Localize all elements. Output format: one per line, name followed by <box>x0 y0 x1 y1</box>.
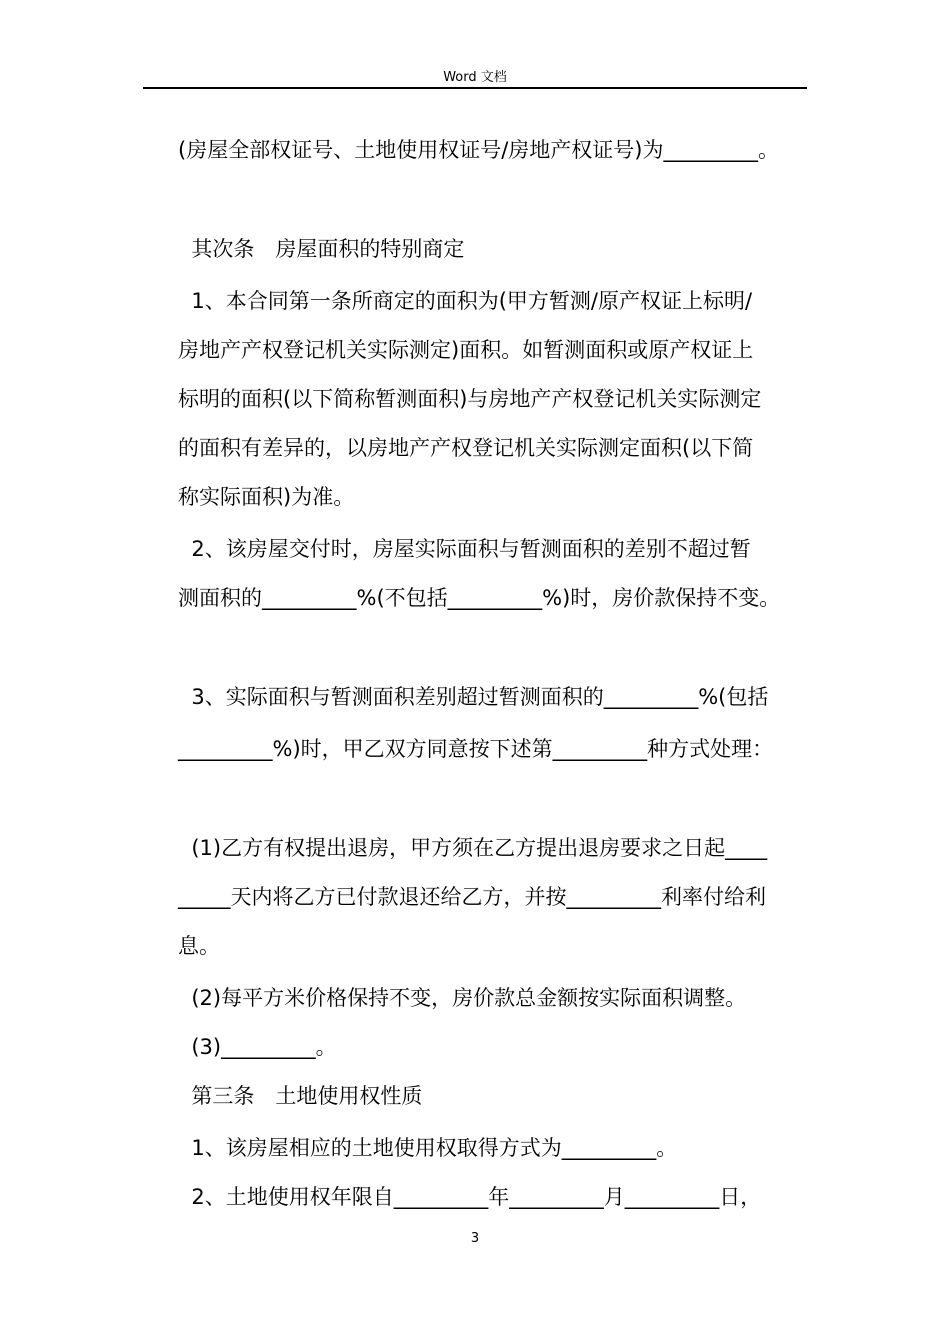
header-divider <box>143 87 807 89</box>
body-line: (1)乙方有权提出退房，甲方须在乙方提出退房要求之日起____ <box>178 836 768 860</box>
body-line: 1、本合同第一条所商定的面积为(甲方暂测/原产权证上标明/ <box>178 289 753 313</box>
body-line: (房屋全部权证号、土地使用权证号/房地产权证号)为_________。 <box>178 138 779 162</box>
body-line: 2、该房屋交付时，房屋实际面积与暂测面积的差别不超过暂 <box>178 537 751 561</box>
body-line: 3、实际面积与暂测面积差别超过暂测面积的_________%(包括 <box>178 685 769 709</box>
body-line: 1、该房屋相应的土地使用权取得方式为_________。 <box>178 1136 678 1160</box>
body-line: (3)_________。 <box>178 1035 337 1059</box>
body-line: 标明的面积(以下简称暂测面积)与房地产产权登记机关实际测定 <box>178 387 762 411</box>
body-line: _________%)时，甲乙双方同意按下述第_________种方式处理： <box>178 737 774 761</box>
section-heading: 其次条 房屋面积的特别商定 <box>178 237 465 261</box>
page-number: 3 <box>470 1231 480 1246</box>
body-line: 测面积的_________%(不包括_________%)时，房价款保持不变。 <box>178 586 781 610</box>
header-title: Word 文档 <box>443 70 507 85</box>
body-line: 的面积有差异的，以房地产产权登记机关实际测定面积(以下简 <box>178 436 754 460</box>
body-line: _____天内将乙方已付款退还给乙方，并按_________利率付给利 <box>178 885 766 909</box>
body-line: 称实际面积)为准。 <box>178 485 355 509</box>
body-line: 2、土地使用权年限自_________年_________月_________日， <box>178 1185 762 1209</box>
body-line: (2)每平方米价格保持不变，房价款总金额按实际面积调整。 <box>178 986 747 1010</box>
body-line: 房地产产权登记机关实际测定)面积。如暂测面积或原产权证上 <box>178 338 754 362</box>
section-heading: 第三条 土地使用权性质 <box>178 1084 423 1108</box>
body-line: 息。 <box>178 934 220 958</box>
